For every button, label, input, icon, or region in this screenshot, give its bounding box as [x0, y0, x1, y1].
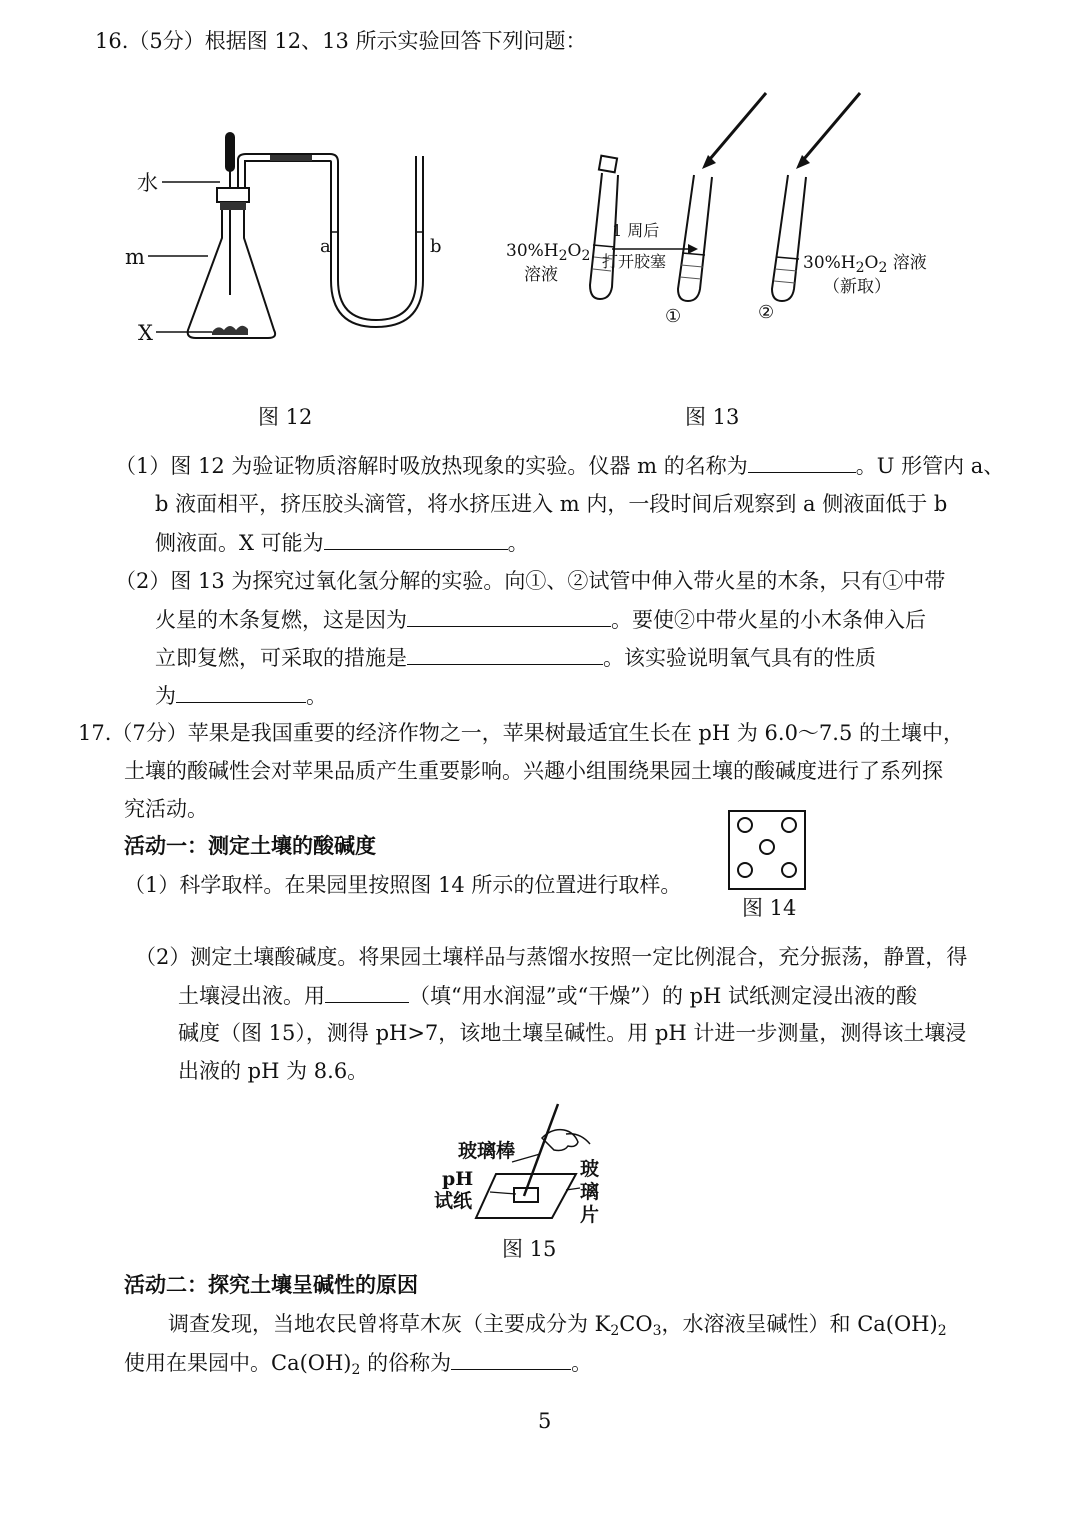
fig13-right-new: （新取） — [823, 277, 891, 297]
answer-blank-property[interactable] — [176, 680, 306, 703]
q16-p2-line1: （2）图 13 为探究过氧化氢分解的实验。向①、②试管中伸入带火星的木条，只有①中带 — [115, 569, 946, 593]
fig15-label-paper: 试纸 — [434, 1190, 473, 1212]
answer-blank-common-name[interactable] — [451, 1347, 571, 1370]
fig12-label-b: b — [430, 236, 442, 257]
fig12-label-m: m — [125, 245, 145, 269]
fig12-caption: 图 12 — [258, 405, 313, 429]
fig13-tube2-label: ② — [758, 302, 775, 323]
figure-12-diagram — [120, 120, 460, 360]
q17-a2-line1: 调查发现，当地农民曾将草木灰（主要成分为 $K_2CO_3$，水溶液呈碱性）和 $Ca(OH)_2$ — [168, 1312, 947, 1339]
answer-blank-measure[interactable] — [407, 642, 603, 665]
page-number: 5 — [538, 1409, 552, 1433]
fig15-label-glass-3: 片 — [580, 1204, 600, 1226]
fig13-caption: 图 13 — [685, 405, 740, 429]
q17-s2-line1: （2）测定土壤酸碱度。将果园土壤样品与蒸馏水按照一定比例混合，充分振荡，静置，得 — [135, 945, 968, 969]
fig15-label-ph: pH — [442, 1168, 474, 1190]
q17-s2-line3: 碱度（图 15），测得 pH>7，该地土壤呈碱性。用 pH 计进一步测量，测得该土壤浸 — [178, 1021, 967, 1045]
q17-line3: 究活动。 — [124, 797, 208, 821]
q16-p2-line2: 火星的木条复燃，这是因为 。要使②中带火星的小木条伸入后 — [155, 604, 926, 635]
fig15-label-glass-2: 璃 — [580, 1181, 600, 1203]
q16-p1-line1: （1）图 12 为验证物质溶解时吸放热现象的实验。仪器 m 的名称为 。U 形管内 a、 — [115, 450, 1004, 481]
fig13-arrow-bottom: 打开胶塞 — [602, 252, 667, 271]
fig13-right-label: $30\%H_2O_2$ 溶液 — [803, 253, 927, 276]
figure-14-diagram — [728, 810, 808, 892]
q16-p2-line3: 立即复燃，可采取的措施是 。该实验说明氧气具有的性质 — [155, 642, 876, 673]
fig15-label-glass-1: 玻 — [580, 1158, 600, 1180]
answer-blank-instrument-m[interactable] — [748, 450, 856, 473]
fig12-label-a: a — [320, 236, 331, 257]
fig15-label-rod: 玻璃棒 — [458, 1140, 516, 1162]
q16-p2-line4: 为 。 — [155, 680, 327, 711]
activity-two-heading: 活动二：探究土壤呈碱性的原因 — [124, 1272, 418, 1297]
q17-s1: （1）科学取样。在果园里按照图 14 所示的位置进行取样。 — [124, 873, 682, 897]
fig13-arrow-top: 1 周后 — [612, 221, 660, 240]
q17-line1: 17.（7分）苹果是我国重要的经济作物之一，苹果树最适宜生长在 pH 为 6.0～7.5 的土壤中， — [78, 721, 965, 745]
fig14-caption: 图 14 — [742, 896, 797, 920]
q17-s2-line4: 出液的 pH 为 8.6。 — [178, 1059, 369, 1083]
fig13-left-label: $30\%H_2O_2$ — [506, 241, 591, 264]
q16-p1-line3: 侧液面。X 可能为 。 — [155, 527, 529, 558]
activity-one-heading: 活动一：测定土壤的酸碱度 — [124, 833, 376, 858]
answer-blank-paper-state[interactable] — [325, 980, 409, 1003]
q16-p1-line2: b 液面相平，挤压胶头滴管，将水挤压进入 m 内，一段时间后观察到 a 侧液面低于 b — [155, 492, 948, 516]
answer-blank-reason[interactable] — [407, 604, 611, 627]
fig12-label-water: 水 — [137, 171, 158, 195]
q17-s2-line2: 土壤浸出液。用 （填“用水润湿”或“干燥”）的 pH 试纸测定浸出液的酸 — [178, 980, 917, 1011]
fig13-tube1-label: ① — [665, 306, 682, 327]
q17-line2: 土壤的酸碱性会对苹果品质产生重要影响。兴趣小组围绕果园土壤的酸碱度进行了系列探 — [124, 759, 943, 783]
fig13-left-solution: 溶液 — [524, 265, 558, 285]
q16-header: 16.（5分）根据图 12、13 所示实验回答下列问题： — [95, 29, 587, 53]
q17-a2-line2: 使用在果园中。$Ca(OH)_2$ 的俗称为 。 — [124, 1347, 592, 1378]
answer-blank-x[interactable] — [324, 527, 508, 550]
fig12-label-x: X — [138, 321, 153, 345]
fig15-caption: 图 15 — [502, 1237, 557, 1261]
